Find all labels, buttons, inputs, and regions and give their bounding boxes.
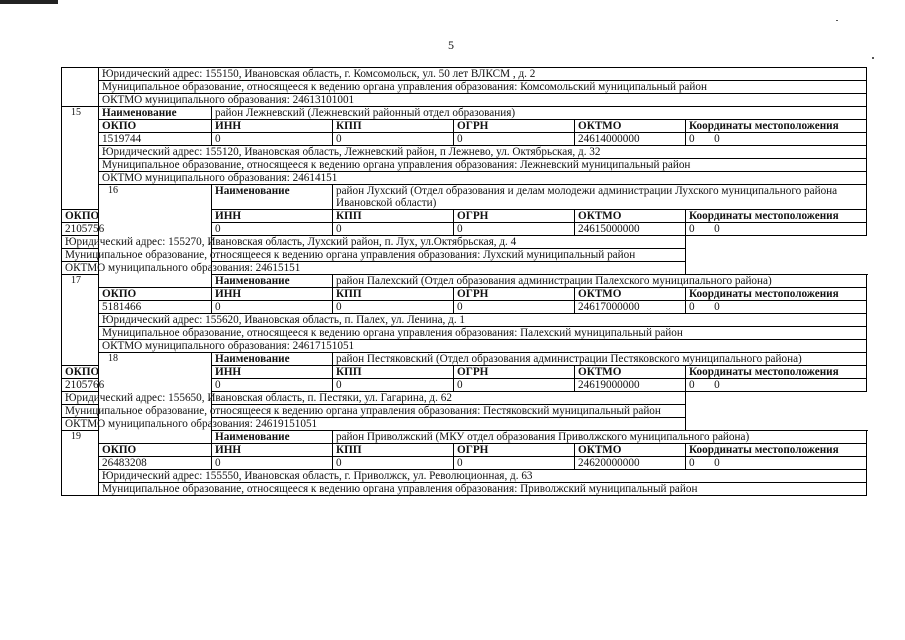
entry-number: 15 — [62, 107, 99, 210]
municipality-row — [62, 159, 867, 172]
name-label: Наименование — [212, 185, 333, 210]
address-text: Юридический адрес: 155150, Ивановская область, г. Комсомольск, ул. 50 лет ВЛКСМ , д. 2 — [99, 68, 867, 81]
name-label: Наименование — [212, 353, 333, 366]
oktmo-value: 24615000000 — [575, 223, 686, 236]
oktmo-value: 24614000000 — [575, 133, 686, 146]
codes-values-row — [62, 457, 867, 470]
coords-header: Координаты местоположения — [686, 120, 867, 133]
entry-name: район Приволжский (МКУ отдел образования Приволжского муниципального района) — [333, 431, 867, 444]
entry-name: район Пестяковский (Отдел образования администрации Пестяковского муниципального района) — [333, 353, 867, 366]
kpp-header: КПП — [333, 288, 454, 301]
oktmo-mo-row — [62, 262, 867, 275]
inn-header: ИНН — [212, 444, 333, 457]
address-text: Юридический адрес: 155650, Ивановская область, п. Пестяки, ул. Гагарина, д. 62 — [62, 392, 686, 405]
name-label: Наименование — [212, 431, 333, 444]
inn-header: ИНН — [212, 288, 333, 301]
address-row — [62, 470, 867, 483]
address-row — [62, 236, 867, 249]
municipality-row — [62, 405, 867, 418]
municipality-text: Муниципальное образование, относящееся к ведению органа управления образования: Лежневский муниципальный район — [99, 159, 867, 172]
inn-value: 0 — [212, 223, 333, 236]
name-label: Наименование — [212, 275, 333, 288]
entry-number: 19 — [62, 431, 99, 496]
municipality-text: Муниципальное образование, относящееся к ведению органа управления образования: Пестяковский муниципальный район — [62, 405, 686, 418]
oktmo-mo-row — [62, 94, 867, 107]
ogrn-value: 0 — [454, 457, 575, 470]
municipality-row — [62, 483, 867, 496]
inn-value: 0 — [212, 379, 333, 392]
oktmo-header: ОКТМО — [575, 366, 686, 379]
oktmo-mo-row — [62, 340, 867, 353]
coords-value: 0 0 — [686, 301, 867, 314]
codes-header-row — [62, 444, 867, 457]
top-edge-bar — [0, 0, 58, 4]
okpo-header: ОКПО — [62, 210, 99, 223]
codes-header-row — [62, 120, 867, 133]
municipality-text: Муниципальное образование, относящееся к ведению органа управления образования: Комсомольский муниципальный район — [99, 81, 867, 94]
entry-number: 18 — [99, 353, 212, 444]
inn-value: 0 — [212, 301, 333, 314]
entry-number: 16 — [99, 185, 212, 288]
address-row — [62, 314, 867, 327]
coords-value: 0 0 — [686, 223, 867, 236]
ogrn-header: ОГРН — [454, 444, 575, 457]
kpp-value: 0 — [333, 223, 454, 236]
okpo-header: ОКПО — [99, 120, 212, 133]
entry-name: район Лежневский (Лежневский районный отдел образования) — [212, 107, 867, 120]
kpp-value: 0 — [333, 379, 454, 392]
oktmo-mo-text: ОКТМО муниципального образования: 24613101001 — [99, 94, 867, 107]
coords-value: 0 0 — [686, 457, 867, 470]
okpo-value: 5181466 — [99, 301, 212, 314]
kpp-value: 0 — [333, 301, 454, 314]
inn-header: ИНН — [212, 210, 333, 223]
okpo-value: 26483208 — [99, 457, 212, 470]
municipality-text: Муниципальное образование, относящееся к ведению органа управления образования: Палехский муниципальный район — [99, 327, 867, 340]
kpp-value: 0 — [333, 133, 454, 146]
ogrn-value: 0 — [454, 223, 575, 236]
kpp-header: КПП — [333, 210, 454, 223]
address-row — [62, 146, 867, 159]
oktmo-value: 24620000000 — [575, 457, 686, 470]
oktmo-value: 24617000000 — [575, 301, 686, 314]
okpo-value: 2105756 — [62, 223, 99, 236]
ogrn-header: ОГРН — [454, 210, 575, 223]
ogrn-value: 0 — [454, 301, 575, 314]
inn-value: 0 — [212, 457, 333, 470]
entry-name-row — [62, 185, 867, 210]
ogrn-value: 0 — [454, 379, 575, 392]
kpp-value: 0 — [333, 457, 454, 470]
ogrn-header: ОГРН — [454, 366, 575, 379]
coords-header: Координаты местоположения — [686, 366, 867, 379]
municipality-row — [62, 249, 867, 262]
oktmo-mo-text: ОКТМО муниципального образования: 24615151 — [62, 262, 686, 275]
oktmo-mo-row — [62, 418, 867, 431]
oktmo-mo-text: ОКТМО муниципального образования: 24614151 — [99, 172, 867, 185]
name-label: Наименование — [99, 107, 212, 120]
kpp-header: КПП — [333, 120, 454, 133]
coords-header: Координаты местоположения — [686, 444, 867, 457]
inn-header: ИНН — [212, 120, 333, 133]
codes-values-row — [62, 301, 867, 314]
address-text: Юридический адрес: 155620, Ивановская область, п. Палех, ул. Ленина, д. 1 — [99, 314, 867, 327]
okpo-value: 1519744 — [99, 133, 212, 146]
scan-speck — [836, 20, 838, 21]
municipality-row — [62, 81, 867, 94]
ogrn-value: 0 — [454, 133, 575, 146]
ogrn-header: ОГРН — [454, 120, 575, 133]
address-text: Юридический адрес: 155270, Ивановская область, Лухский район, п. Лух, ул.Октябрьская, д. 4 — [62, 236, 686, 249]
municipality-row — [62, 327, 867, 340]
oktmo-mo-text: ОКТМО муниципального образования: 24619151051 — [62, 418, 686, 431]
kpp-header: КПП — [333, 366, 454, 379]
entry-number: 17 — [62, 275, 99, 366]
coords-value: 0 0 — [686, 133, 867, 146]
kpp-header: КПП — [333, 444, 454, 457]
address-text: Юридический адрес: 155120, Ивановская область, Лежневский район, п Лежнево, ул. Октябрьская, д. 32 — [99, 146, 867, 159]
scan-speck — [872, 57, 874, 59]
inn-value: 0 — [212, 133, 333, 146]
oktmo-header: ОКТМО — [575, 288, 686, 301]
address-row — [62, 392, 867, 405]
entry-name: район Лухский (Отдел образования и делам молодежи администрации Лухского муниципального района Ивановской области) — [333, 185, 867, 210]
coords-value: 0 0 — [686, 379, 867, 392]
page-number: 5 — [448, 38, 454, 52]
oktmo-mo-text: ОКТМО муниципального образования: 24617151051 — [99, 340, 867, 353]
coords-header: Координаты местоположения — [686, 288, 867, 301]
oktmo-mo-row — [62, 172, 867, 185]
entry-name-row — [62, 353, 867, 366]
ogrn-header: ОГРН — [454, 288, 575, 301]
registry-table — [61, 67, 867, 496]
okpo-header: ОКПО — [99, 288, 212, 301]
okpo-header: ОКПО — [99, 444, 212, 457]
entry-name: район Палехский (Отдел образования администрации Палехского муниципального района) — [333, 275, 867, 288]
entry-name-row — [62, 107, 867, 120]
okpo-header: ОКПО — [62, 366, 99, 379]
municipality-text: Муниципальное образование, относящееся к ведению органа управления образования: Лухский муниципальный район — [62, 249, 686, 262]
address-text: Юридический адрес: 155550, Ивановская область, г. Приволжск, ул. Революционная, д. 63 — [99, 470, 867, 483]
entry-number — [62, 68, 99, 107]
address-row — [62, 68, 867, 81]
oktmo-header: ОКТМО — [575, 120, 686, 133]
oktmo-header: ОКТМО — [575, 210, 686, 223]
okpo-value: 2105766 — [62, 379, 99, 392]
codes-values-row — [62, 133, 867, 146]
oktmo-value: 24619000000 — [575, 379, 686, 392]
inn-header: ИНН — [212, 366, 333, 379]
municipality-text: Муниципальное образование, относящееся к ведению органа управления образования: Приволжский муниципальный район — [99, 483, 867, 496]
coords-header: Координаты местоположения — [686, 210, 867, 223]
oktmo-header: ОКТМО — [575, 444, 686, 457]
codes-header-row — [62, 288, 867, 301]
